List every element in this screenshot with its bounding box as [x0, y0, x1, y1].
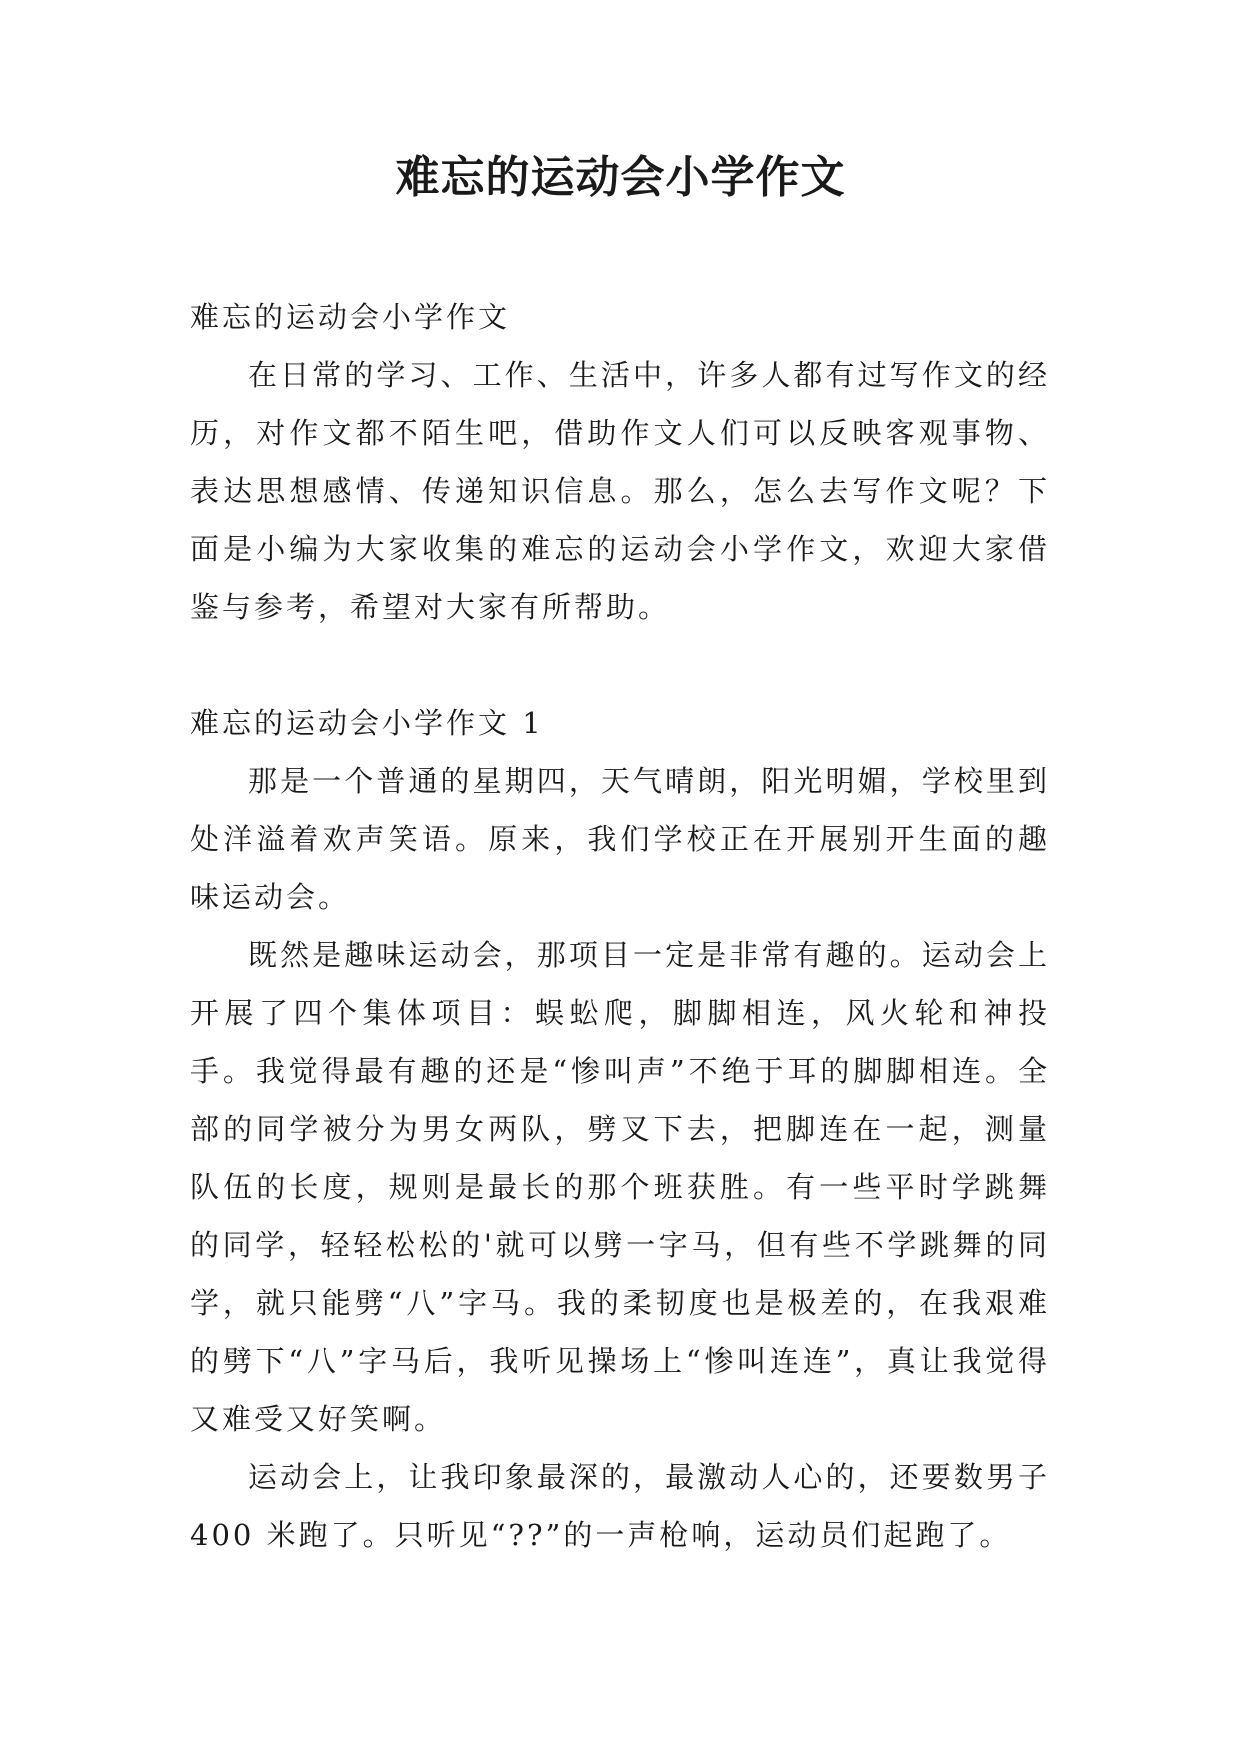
page-title: 难忘的运动会小学作文	[395, 152, 846, 203]
section-spacer	[190, 636, 1050, 694]
body-paragraph-3: 运动会上，让我印象最深的，最激动人心的，还要数男子 400 米跑了。只听见“??”的一声枪响，运动员们起跑了。	[190, 1460, 1050, 1552]
document-body	[190, 288, 1050, 1564]
body-paragraph-1: 那是一个普通的星期四，天气晴朗，阳光明媚，学校里到处洋溢着欢声笑语。原来，我们学校正在开展别开生面的趣味运动会。	[190, 764, 1050, 914]
section-heading: 难忘的运动会小学作文 1	[190, 706, 544, 740]
document-subtitle: 难忘的运动会小学作文	[190, 300, 511, 334]
intro-paragraph: 在日常的学习、工作、生活中，许多人都有过写作文的经历，对作文都不陌生吧，借助作文人们可以反映客观事物、表达思想感情、传递知识信息。那么，怎么去写作文呢？下面是小编为大家收集的难忘的运动会小学作文，欢迎大家借鉴与参考，希望对大家有所帮助。	[190, 358, 1050, 624]
body-paragraph-2: 既然是趣味运动会，那项目一定是非常有趣的。运动会上开展了四个集体项目：蜈蚣爬，脚脚相连，风火轮和神投手。我觉得最有趣的还是“惨叫声”不绝于耳的脚脚相连。全部的同学被分为男女两队，劈叉下去，把脚连在一起，测量队伍的长度，规则是最长的那个班获胜。有一些平时学跳舞的同学，轻轻松松的'就可以劈一字马，但有些不学跳舞的同学，就只能劈“八”字马。我的柔韧度也是极差的，在我艰难的劈下“八”字马后，我听见操场上“惨叫连连”，真让我觉得又难受又好笑啊。	[190, 938, 1050, 1436]
